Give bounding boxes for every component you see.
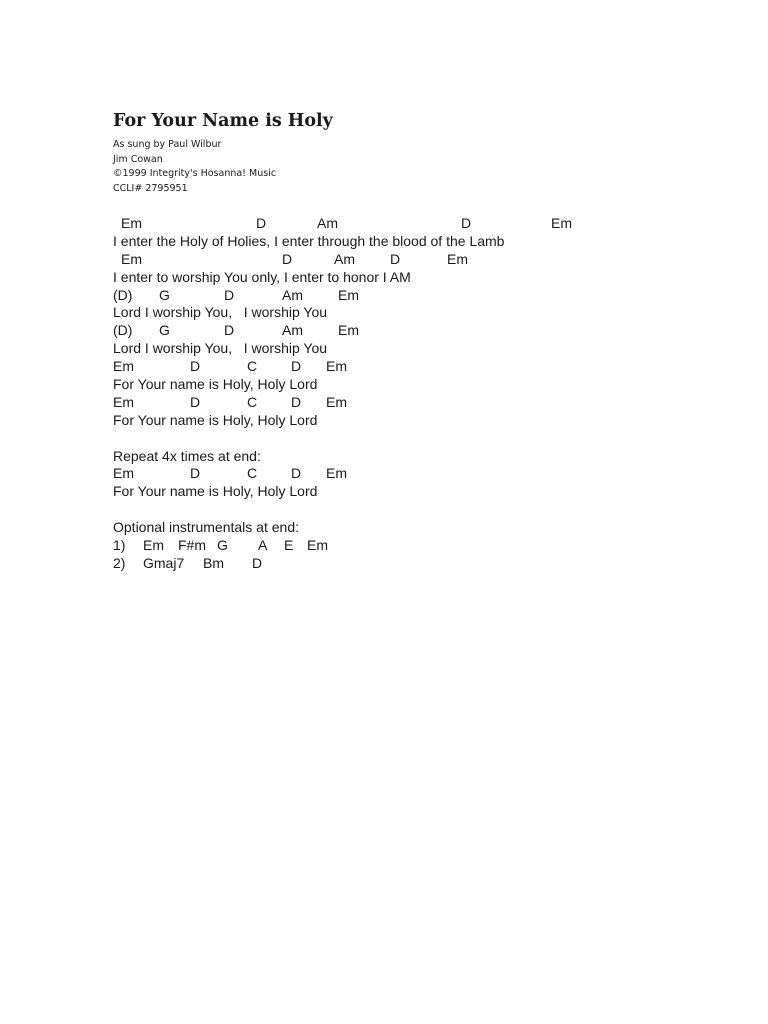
chord: D [256, 215, 267, 231]
chord: Em [113, 393, 134, 410]
chord: Em [447, 250, 468, 267]
chord-line [113, 358, 713, 376]
chord: Gmaj7 [143, 554, 185, 571]
chord: D [282, 250, 293, 267]
line-number: 2) [113, 554, 126, 571]
chord: D [190, 393, 201, 410]
song-body [113, 215, 713, 573]
chord: Bm [203, 554, 224, 571]
lyric-line: Lord I worship You, I worship You [113, 304, 328, 321]
repeat-note: Repeat 4x times at end: [113, 447, 261, 464]
chord-line [113, 251, 713, 269]
chord: G [217, 537, 228, 554]
chord-line [113, 465, 713, 483]
chord: Em [113, 465, 134, 482]
chord: D [291, 393, 302, 410]
chord: Am [334, 250, 355, 267]
chord: D [224, 286, 235, 303]
chord: (D) [113, 322, 133, 339]
chord: D [252, 554, 263, 571]
chord: D [190, 358, 201, 375]
chord: C [247, 358, 258, 375]
chord: D [390, 250, 401, 267]
line-number: 1) [113, 537, 126, 554]
chord: G [159, 286, 170, 303]
chord: C [247, 465, 258, 482]
chord: D [291, 465, 302, 482]
chord: G [159, 322, 170, 339]
spacer [113, 430, 713, 448]
ccli-line: CCLI# 2795951 [113, 182, 188, 194]
chord: Am [282, 286, 303, 303]
chord: Em [326, 358, 347, 375]
spacer [113, 501, 713, 519]
chord: Am [317, 215, 338, 231]
instrumental-line [113, 537, 713, 555]
song-credits [113, 138, 276, 196]
chord: Em [338, 286, 359, 303]
chord: Am [282, 322, 303, 339]
chord: F#m [178, 537, 206, 554]
instrumentals-heading: Optional instrumentals at end: [113, 519, 299, 536]
chord: D [291, 358, 302, 375]
lyric-line: For Your name is Holy, Holy Lord [113, 411, 318, 428]
chord-line [113, 287, 713, 305]
lyric-line: I enter the Holy of Holies, I enter through the blood of the Lamb [113, 232, 505, 249]
lyric-line: For Your name is Holy, Holy Lord [113, 483, 318, 500]
chord: D [461, 215, 472, 231]
instrumental-line [113, 555, 713, 573]
chord: Em [307, 537, 328, 554]
chord: Em [121, 215, 142, 231]
chord: Em [326, 393, 347, 410]
chord: Em [551, 215, 572, 231]
chord: Em [143, 537, 164, 554]
chord: D [224, 322, 235, 339]
lyric-line: For Your name is Holy, Holy Lord [113, 376, 318, 393]
chord-line [113, 394, 713, 412]
chord: E [284, 537, 294, 554]
chord-line [113, 322, 713, 340]
chord: Em [121, 250, 142, 267]
chord: (D) [113, 286, 133, 303]
chord: C [247, 393, 258, 410]
lyric-line: Lord I worship You, I worship You [113, 340, 328, 357]
author-line: Jim Cowan [113, 153, 163, 165]
chord: Em [326, 465, 347, 482]
lyric-line: I enter to worship You only, I enter to honor I AM [113, 268, 411, 285]
chord: Em [113, 358, 134, 375]
copyright-line: ©1999 Integrity's Hosanna! Music [113, 168, 277, 179]
chord: A [258, 537, 268, 554]
chord: Em [338, 322, 359, 339]
chord: D [190, 465, 201, 482]
sung-by-line: As sung by Paul Wilbur [113, 139, 222, 150]
chord-line [113, 215, 713, 233]
song-title: For Your Name is Holy [113, 111, 333, 131]
